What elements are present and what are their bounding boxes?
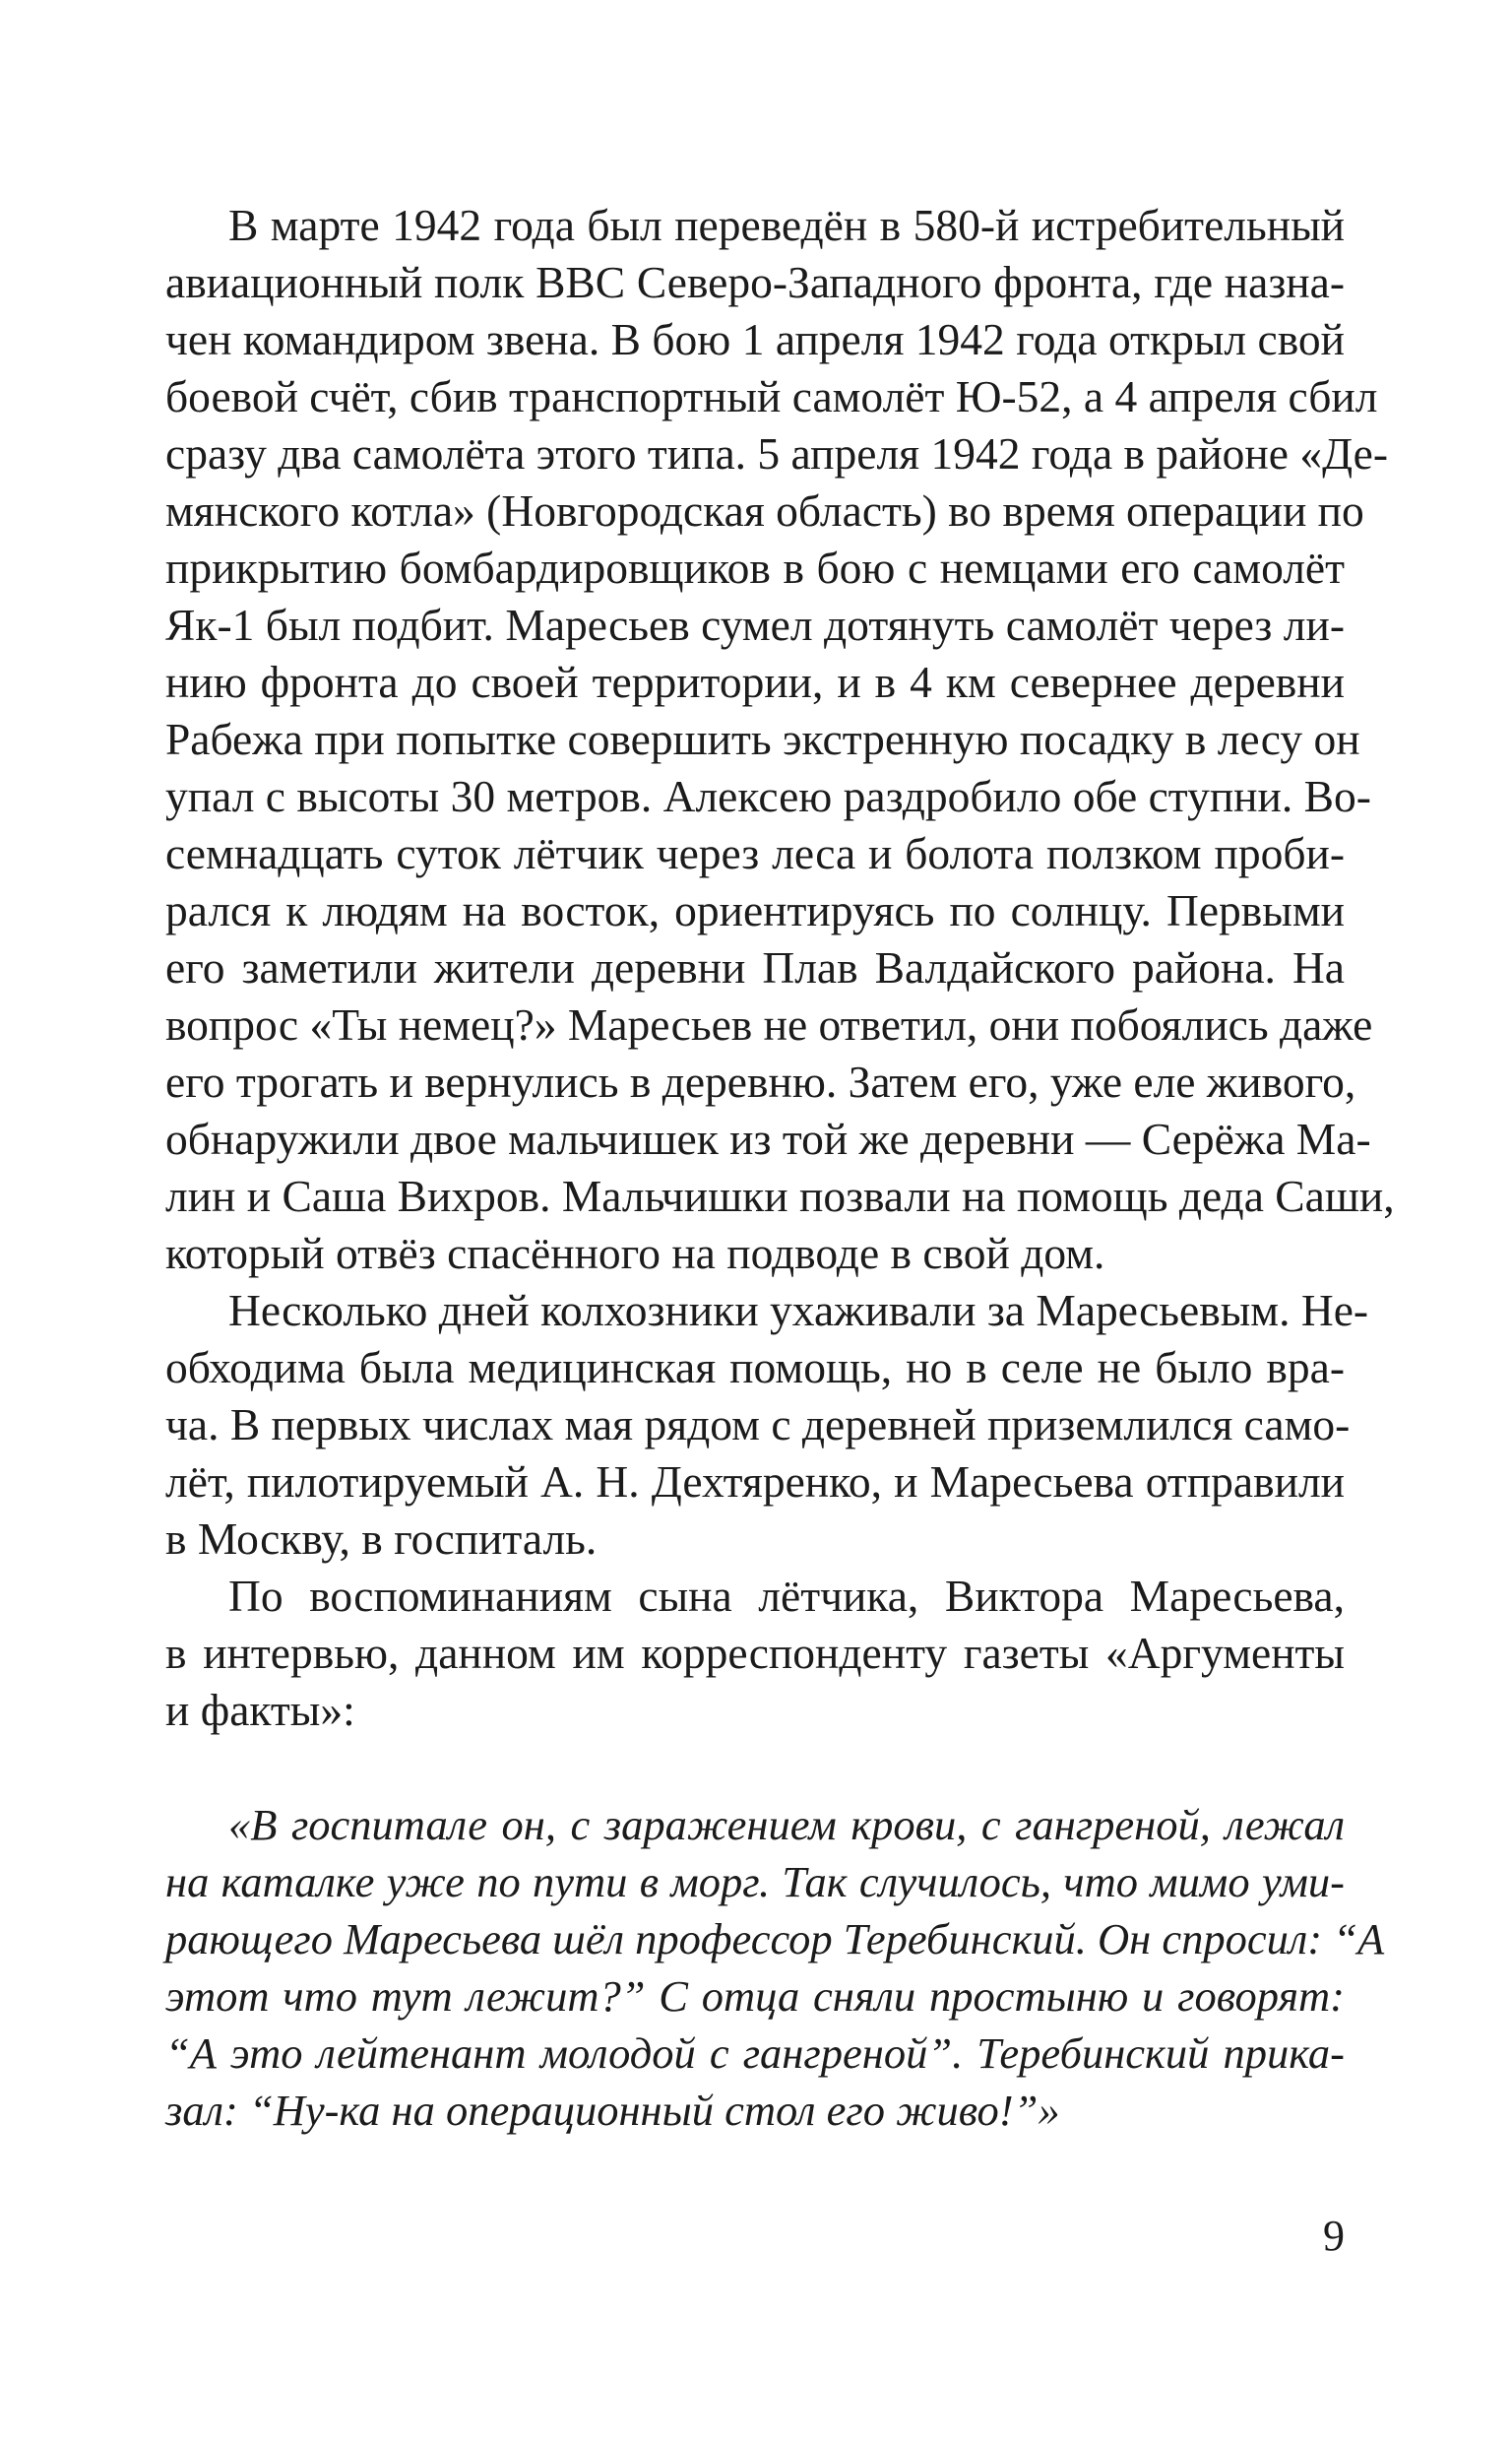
paragraph-line: Несколько дней колхозники ухаживали за Маресьевым. Не- (228, 1285, 1369, 1335)
paragraph-line: лёт, пилотируемый А. Н. Дехтяренко, и Маресьева отправили (165, 1456, 1345, 1507)
quote-line: зал: “Ну-ка на операционный стол его живо!”» (165, 2086, 1060, 2135)
quote-line: этот что тут лежит?” С отца сняли простыню и говорят: (165, 1971, 1345, 2021)
paragraph-line: рался к людям на восток, ориентируясь по солнцу. Первыми (165, 885, 1345, 935)
paragraph-line: в Москву, в госпиталь. (165, 1513, 598, 1564)
paragraph-line: сразу два самолёта этого типа. 5 апреля 1942 года в районе «Де- (165, 428, 1389, 479)
paragraph-2 (165, 1282, 1369, 1568)
paragraph-line: нию фронта до своей территории, и в 4 км севернее деревни (165, 657, 1345, 707)
page-number: 9 (1323, 2212, 1345, 2260)
paragraph-line: лин и Саша Вихров. Мальчишки позвали на помощь деда Саши, (165, 1171, 1395, 1221)
paragraph-line: В марте 1942 года был переведён в 580-й истребительный (228, 200, 1345, 250)
paragraph-line: упал с высоты 30 метров. Алексею раздробило обе ступни. Во- (165, 771, 1371, 821)
paragraph-line: и факты»: (165, 1685, 355, 1735)
quote-block (165, 1796, 1385, 2139)
paragraph-line: который отвёз спасённого на подводе в свой дом. (165, 1228, 1105, 1278)
paragraph-line: семнадцать суток лётчик через леса и болота ползком проби- (165, 828, 1345, 878)
quote-line: «В госпитале он, с заражением крови, с гангреной, лежал (228, 1800, 1345, 1849)
paragraph-line: его трогать и вернулись в деревню. Затем его, уже еле живого, (165, 1057, 1356, 1107)
paragraph-line: ча. В первых числах мая рядом с деревней приземлился само- (165, 1399, 1351, 1449)
quote-line: на каталке уже по пути в морг. Так случилось, что мимо уми- (165, 1857, 1345, 1906)
paragraph-line: в интервью, данном им корреспонденту газеты «Аргументы (165, 1628, 1345, 1678)
paragraph-1 (165, 197, 1395, 1282)
book-page (165, 197, 1395, 2139)
paragraph-line: боевой счёт, сбив транспортный самолёт Ю-52, а 4 апреля сбил (165, 371, 1378, 421)
paragraph-line: Як-1 был подбит. Маресьев сумел дотянуть самолёт через ли- (165, 600, 1345, 650)
paragraph-line: По воспоминаниям сына лётчика, Виктора Маресьева, (228, 1571, 1345, 1621)
paragraph-line: обходима была медицинская помощь, но в селе не было вра- (165, 1342, 1345, 1392)
paragraph-line: Рабежа при попытке совершить экстренную посадку в лесу он (165, 714, 1360, 764)
paragraph-line: вопрос «Ты немец?» Маресьев не ответил, они побоялись даже (165, 999, 1373, 1050)
paragraph-line: его заметили жители деревни Плав Валдайского района. На (165, 942, 1345, 993)
paragraph-3 (165, 1568, 1345, 1739)
paragraph-line: обнаружили двое мальчишек из той же деревни — Серёжа Ма- (165, 1114, 1371, 1164)
quote-line: “А это лейтенант молодой с гангреной”. Теребинский прика- (165, 2028, 1345, 2078)
paragraph-line: прикрытию бомбардировщиков в бою с немцами его самолёт (165, 543, 1345, 593)
paragraph-line: мянского котла» (Новгородская область) во время операции по (165, 485, 1364, 536)
paragraph-line: чен командиром звена. В бою 1 апреля 1942 года открыл свой (165, 314, 1345, 364)
quote-line: рающего Маресьева шёл профессор Теребинский. Он спросил: “А (165, 1914, 1385, 1963)
paragraph-line: авиационный полк ВВС Северо-Западного фронта, где назна- (165, 257, 1345, 307)
